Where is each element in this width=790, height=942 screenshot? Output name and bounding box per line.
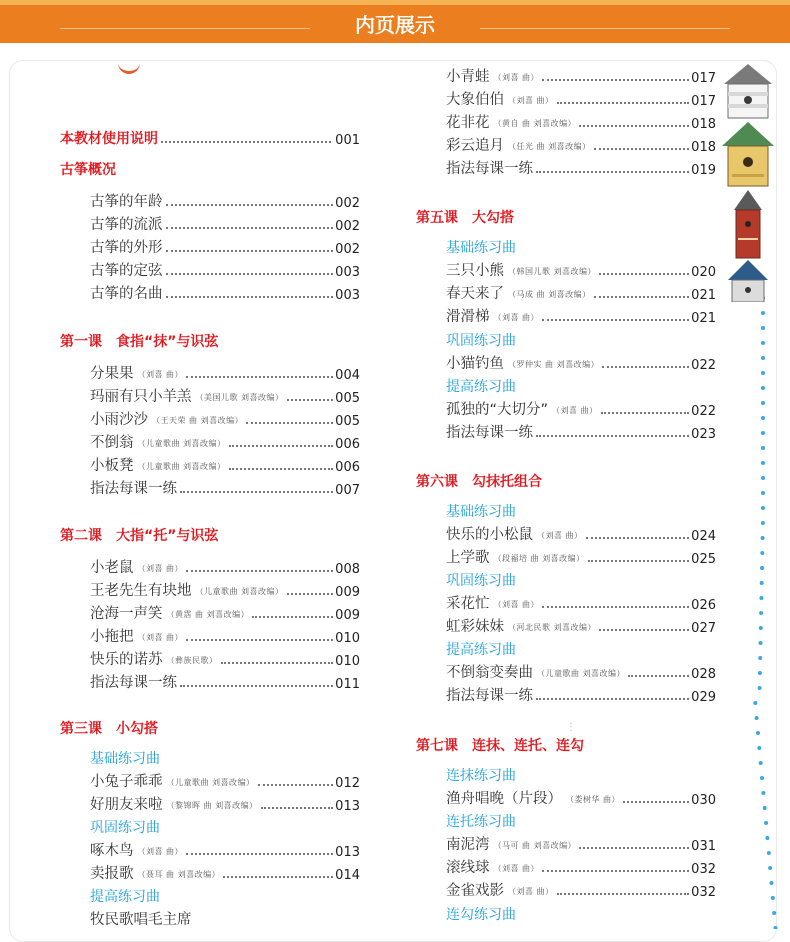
toc-entry-composer: （刘喜 曲） [508, 887, 554, 896]
toc-entry-composer: （刘喜 曲） [137, 564, 184, 573]
toc-entry-title: 啄木鸟 [90, 843, 134, 859]
leader-dots [594, 148, 690, 150]
toc-entry[interactable] [416, 397, 716, 419]
toc-entry[interactable] [416, 156, 716, 178]
toc-entry-composer: （马成 曲 刘喜改编） [508, 290, 591, 299]
section-label-consolidate: 巩固练习曲 [446, 333, 516, 349]
section-label-consolidate: 巩固练习曲 [90, 820, 160, 836]
toc-entry[interactable] [60, 212, 360, 234]
toc-entry-title: 采花忙 [446, 596, 490, 612]
toc-entry-title: 滑滑梯 [446, 309, 490, 325]
toc-entry-page: 010 [335, 631, 360, 646]
toc-entry[interactable] [60, 407, 360, 429]
toc-entry[interactable] [416, 420, 716, 442]
toc-entry-composer: （刘喜 曲） [137, 633, 184, 642]
leader-dots [229, 445, 334, 447]
toc-entry[interactable] [60, 235, 360, 257]
toc-entry[interactable] [60, 281, 360, 303]
leader-dots [166, 296, 334, 298]
toc-entry-composer: （罗仲实 曲 刘喜改编） [508, 360, 600, 369]
toc-entry[interactable] [60, 861, 360, 883]
toc-entry-title: 春天来了 [446, 286, 504, 302]
toc-entry[interactable] [60, 769, 360, 791]
leader-dots [602, 366, 689, 368]
toc-entry-page: 021 [691, 311, 716, 326]
toc-entry-page: 005 [335, 414, 360, 429]
toc-entry-page: 002 [335, 196, 360, 211]
toc-entry[interactable] [416, 832, 716, 854]
toc-entry-page: 003 [335, 288, 360, 303]
toc-entry[interactable] [416, 87, 716, 109]
toc-entry-title: 指法每课一练 [446, 688, 533, 704]
leader-dots [599, 629, 689, 631]
leader-dots [623, 801, 689, 803]
toc-entry-page: 018 [691, 140, 716, 155]
toc-entry[interactable] [60, 555, 360, 577]
leader-dots [246, 422, 333, 424]
toc-entry-composer: （聂耳 曲 刘喜改编） [137, 870, 221, 879]
toc-entry-title: 小老鼠 [90, 560, 134, 576]
section-label-basic: 基础练习曲 [446, 240, 516, 256]
toc-entry-composer: （韩国儿歌 刘喜改编） [508, 267, 597, 276]
section-label-connect-gou: 连勾练习曲 [446, 907, 516, 923]
section-label-advance: 提高练习曲 [90, 889, 160, 905]
toc-entry-page: 012 [335, 776, 360, 791]
toc-entry-title: 本教材使用说明 [60, 131, 158, 147]
leader-dots [579, 847, 689, 849]
leader-dots [287, 593, 334, 595]
toc-entry-page: 024 [691, 529, 716, 544]
toc-entry[interactable] [60, 578, 360, 600]
toc-entry[interactable] [416, 64, 716, 86]
toc-entry-page: 019 [691, 163, 716, 178]
toc-entry-composer: （刘喜 曲） [137, 847, 184, 856]
toc-entry-title: 古筝的流派 [90, 217, 163, 233]
toc-entry[interactable] [416, 683, 716, 705]
toc-entry[interactable] [60, 476, 360, 498]
toc-entry[interactable] [60, 258, 360, 280]
toc-entry-page: 006 [335, 460, 360, 475]
toc-entry[interactable] [416, 304, 716, 326]
toc-entry[interactable] [416, 614, 716, 636]
section-label-basic: 基础练习曲 [446, 504, 516, 520]
toc-entry-composer: （儿童歌曲 刘喜改编） [137, 439, 226, 448]
birdhouse-illustration [718, 62, 778, 302]
toc-entry-page: 010 [335, 654, 360, 669]
toc-entry-composer: （刘喜 曲） [508, 96, 554, 105]
toc-entry-title: 小青蛙 [446, 69, 490, 85]
toc-entry-composer: （刘喜 曲） [493, 600, 540, 609]
toc-entry-page: 009 [335, 585, 360, 600]
toc-entry-page: 008 [335, 562, 360, 577]
leader-dots [601, 412, 690, 414]
toc-entry-title: 指法每课一练 [446, 161, 533, 177]
leader-dots [166, 204, 334, 206]
toc-entry-composer: （段福培 曲 刘喜改编） [493, 554, 585, 563]
toc-entry[interactable] [60, 792, 360, 814]
toc-entry-title: 小板凳 [90, 458, 134, 474]
toc-entry-page: 009 [335, 608, 360, 623]
leader-dots [599, 273, 689, 275]
leader-dots [166, 227, 334, 229]
toc-entry[interactable] [416, 786, 716, 808]
toc-entry-title: 王老先生有块地 [90, 583, 192, 599]
toc-entry-title: 花非花 [446, 115, 490, 131]
toc-entry-composer: （儿童歌曲 刘喜改编） [166, 778, 255, 787]
toc-entry-title: 孤独的“大切分” [446, 402, 549, 418]
toc-entry-composer: （任光 曲 刘喜改编） [508, 142, 591, 151]
toc-entry-composer: （马可 曲 刘喜改编） [493, 841, 577, 850]
toc-entry-composer: （儿童歌曲 刘喜改编） [195, 587, 284, 596]
toc-entry-title: 指法每课一练 [90, 481, 177, 497]
toc-entry-composer: （刘喜 曲） [552, 406, 598, 415]
toc-entry-intro[interactable] [60, 126, 360, 148]
leader-dots [258, 784, 334, 786]
toc-entry-composer: （刘喜 曲） [537, 531, 583, 540]
toc-entry-page: 017 [691, 71, 716, 86]
leader-dots [186, 639, 333, 641]
toc-entry-page: 030 [691, 793, 716, 808]
toc-entry[interactable] [60, 907, 360, 929]
toc-entry-page: 027 [691, 621, 716, 636]
toc-entry-composer: （刘喜 曲） [493, 313, 540, 322]
toc-entry-page: 002 [335, 219, 360, 234]
toc-entry-page: 025 [691, 552, 716, 567]
toc-entry-page: 007 [335, 483, 360, 498]
leader-dots [252, 616, 333, 618]
lesson-heading-2: 第二课 大指“托”与识弦 [60, 528, 219, 544]
section-label-connect-tuo: 连托练习曲 [446, 814, 516, 830]
toc-entry-composer: （儿童歌曲 刘喜改编） [137, 462, 226, 471]
toc-entry-title: 牧民歌唱毛主席 [90, 912, 192, 928]
toc-entry[interactable] [416, 855, 716, 877]
toc-entry-title: 小兔子乖乖 [90, 774, 163, 790]
toc-entry-page: 004 [335, 368, 360, 383]
toc-entry-title: 快乐的小松鼠 [446, 527, 533, 543]
toc-entry-composer: （刘喜 曲） [137, 370, 184, 379]
lesson-heading-3: 第三课 小勾搭 [60, 721, 158, 737]
toc-entry[interactable] [60, 384, 360, 406]
section-label-connect-mo: 连抹练习曲 [446, 768, 516, 784]
lesson-heading-7: 第七课 连抹、连托、连勾 [416, 738, 584, 754]
section-label-advance: 提高练习曲 [446, 642, 516, 658]
toc-entry-page: 017 [691, 94, 716, 109]
toc-entry-page: 014 [335, 868, 360, 883]
toc-entry[interactable] [60, 361, 360, 383]
leader-dots [628, 675, 689, 677]
toc-entry-page: 028 [691, 667, 716, 682]
leader-dots [536, 435, 689, 437]
toc-entry-page: 011 [335, 677, 360, 692]
toc-entry-page: 029 [691, 690, 716, 705]
toc-entry-composer: （王天荣 曲 刘喜改编） [152, 416, 244, 425]
toc-entry[interactable] [416, 133, 716, 155]
leader-dots [186, 570, 333, 572]
lesson-heading-1: 第一课 食指“抹”与识弦 [60, 334, 219, 350]
toc-entry-title: 快乐的诺苏 [90, 652, 163, 668]
toc-entry-title: 小拖把 [90, 629, 134, 645]
toc-entry[interactable] [416, 660, 716, 682]
leader-dots [186, 853, 333, 855]
toc-entry-title: 古筝的定弦 [90, 263, 163, 279]
toc-entry-title: 古筝的年龄 [90, 194, 163, 210]
lesson-heading-6: 第六课 勾抹托组合 [416, 474, 542, 490]
toc-entry-composer: （刘喜 曲） [493, 73, 540, 82]
toc-entry[interactable] [416, 110, 716, 132]
divider-mark: ⋮ [566, 722, 576, 733]
toc-entry-title: 玛丽有只小羊羔 [90, 389, 192, 405]
leader-dots [186, 376, 333, 378]
section-label-basic: 基础练习曲 [90, 751, 160, 767]
toc-entry[interactable] [60, 601, 360, 623]
leader-dots [542, 606, 689, 608]
toc-entry-title: 指法每课一练 [446, 425, 533, 441]
toc-entry-composer: （儿童歌曲 刘喜改编） [537, 669, 626, 678]
toc-entry-composer: （美国儿歌 刘喜改编） [195, 393, 284, 402]
toc-entry-title: 分果果 [90, 366, 134, 382]
toc-entry-composer: （黄霑 曲 刘喜改编） [166, 610, 250, 619]
toc-entry[interactable] [416, 522, 716, 544]
leader-dots [166, 250, 334, 252]
leader-dots [557, 102, 690, 104]
toc-entry-composer: （河北民歌 刘喜改编） [508, 623, 597, 632]
toc-entry-composer: （娄树华 曲） [566, 795, 621, 804]
toc-entry-title: 虹彩妹妹 [446, 619, 504, 635]
leader-dots [588, 560, 690, 562]
leader-dots [557, 893, 690, 895]
toc-entry[interactable] [416, 281, 716, 303]
leader-dots [161, 141, 331, 143]
toc-entry-page: 026 [691, 598, 716, 613]
toc-entry-page: 003 [335, 265, 360, 280]
section-label-consolidate: 巩固练习曲 [446, 573, 516, 589]
toc-entry-composer: （黄自 曲 刘喜改编） [493, 119, 577, 128]
section-label-advance: 提高练习曲 [446, 379, 516, 395]
toc-entry-page: 013 [335, 845, 360, 860]
toc-entry-page: 001 [335, 133, 360, 148]
toc-entry[interactable] [60, 670, 360, 692]
toc-entry-title: 大象伯伯 [446, 92, 504, 108]
leader-dots [180, 491, 333, 493]
header-bar [0, 5, 790, 43]
leader-dots [536, 698, 689, 700]
toc-entry-page: 032 [691, 885, 716, 900]
toc-entry[interactable] [416, 351, 716, 373]
toc-entry[interactable] [60, 647, 360, 669]
toc-entry-title: 不倒翁 [90, 435, 134, 451]
toc-entry[interactable] [60, 189, 360, 211]
toc-entry[interactable] [60, 453, 360, 475]
toc-entry-composer: （彝族民歌） [166, 656, 218, 665]
toc-entry-title: 滚线球 [446, 860, 490, 876]
toc-entry-title: 三只小熊 [446, 263, 504, 279]
toc-entry-title: 金雀戏影 [446, 883, 504, 899]
leader-dots [229, 468, 334, 470]
toc-entry-title: 上学歌 [446, 550, 490, 566]
toc-entry-page: 022 [691, 404, 716, 419]
toc-entry[interactable] [416, 878, 716, 900]
toc-entry-title: 好朋友来啦 [90, 797, 163, 813]
toc-entry-composer: （刘喜 曲） [493, 864, 540, 873]
toc-entry[interactable] [416, 258, 716, 280]
toc-entry-page: 020 [691, 265, 716, 280]
section-heading-overview: 古筝概况 [60, 162, 116, 178]
toc-entry[interactable] [60, 838, 360, 860]
toc-entry-composer: （黎锦晖 曲 刘喜改编） [166, 801, 258, 810]
toc-entry-title: 不倒翁变奏曲 [446, 665, 533, 681]
toc-entry-page: 005 [335, 391, 360, 406]
toc-entry-title: 卖报歌 [90, 866, 134, 882]
toc-entry-page: 032 [691, 862, 716, 877]
leader-dots [586, 537, 690, 539]
leader-dots [542, 870, 689, 872]
toc-entry-title: 小猫钓鱼 [446, 356, 504, 372]
leader-dots [166, 273, 334, 275]
toc-entry[interactable] [60, 624, 360, 646]
toc-entry-page: 021 [691, 288, 716, 303]
leader-dots [542, 319, 689, 321]
toc-entry-title: 渔舟唱晚（片段） [446, 791, 562, 807]
leader-dots [542, 79, 689, 81]
toc-entry-page: 022 [691, 358, 716, 373]
toc-entry-page: 018 [691, 117, 716, 132]
leader-dots [180, 685, 333, 687]
toc-entry-page: 002 [335, 242, 360, 257]
toc-entry-title: 指法每课一练 [90, 675, 177, 691]
toc-entry-title: 彩云追月 [446, 138, 504, 154]
toc-entry-title: 沧海一声笑 [90, 606, 163, 622]
toc-entry-page: 013 [335, 799, 360, 814]
page-title: 内页展示 [355, 13, 435, 37]
lesson-heading-5: 第五课 大勾搭 [416, 210, 514, 226]
leader-dots [261, 807, 334, 809]
toc-entry-title: 古筝的名曲 [90, 286, 163, 302]
toc-entry-page: 023 [691, 427, 716, 442]
toc-entry-page: 006 [335, 437, 360, 452]
leader-dots [579, 125, 689, 127]
toc-entry[interactable] [416, 545, 716, 567]
toc-entry[interactable] [60, 430, 360, 452]
leader-dots [287, 399, 334, 401]
leader-dots [594, 296, 690, 298]
leader-dots [221, 662, 334, 664]
toc-entry-title: 小雨沙沙 [90, 412, 148, 428]
toc-entry-page: 031 [691, 839, 716, 854]
leader-dots [223, 876, 333, 878]
toc-entry-title: 南泥湾 [446, 837, 490, 853]
toc-entry-title: 古筝的外形 [90, 240, 163, 256]
leader-dots [536, 171, 689, 173]
toc-entry[interactable] [416, 591, 716, 613]
